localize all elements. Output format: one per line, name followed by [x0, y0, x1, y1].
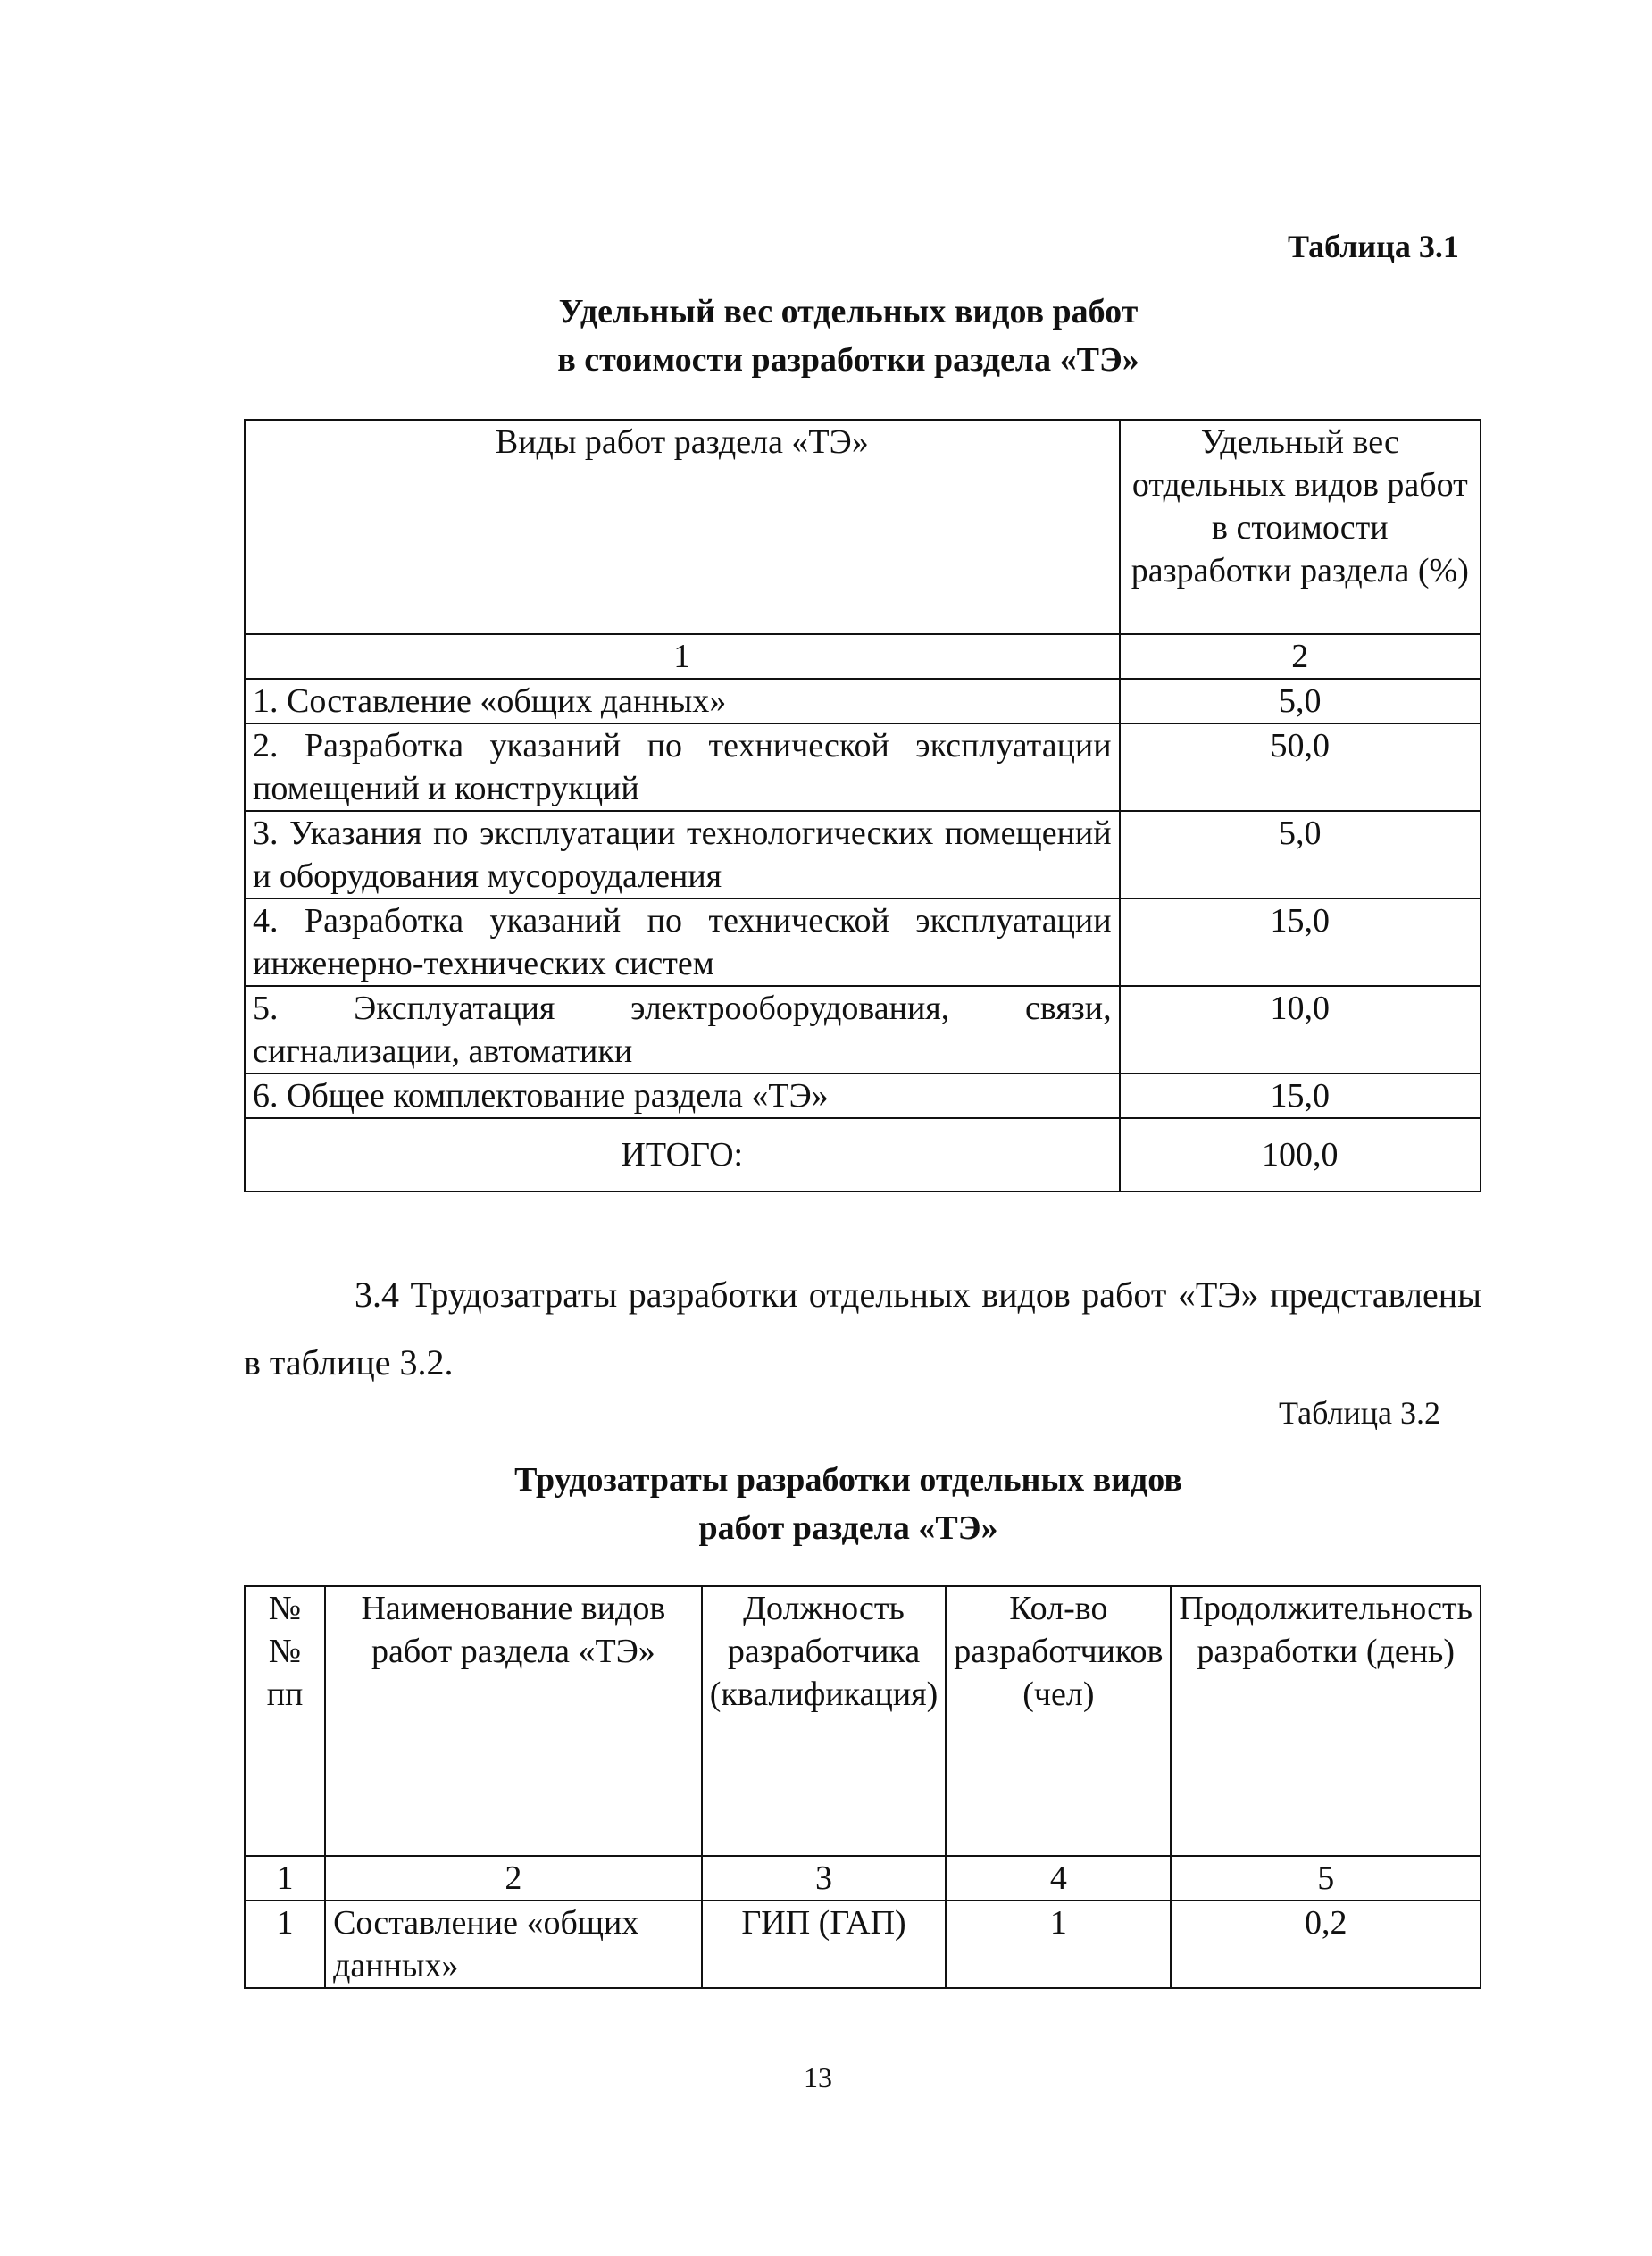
column-number: 4 — [946, 1856, 1171, 1901]
column-number: 2 — [325, 1856, 702, 1901]
table-title — [500, 288, 1197, 384]
table-header-row — [245, 420, 1481, 634]
header-cell: Продолжительность разработки (день) — [1171, 1586, 1481, 1856]
work-type-cell: 3. Указания по эксплуатации технологических помещений и оборудования мусороудаления — [245, 811, 1120, 898]
table-title-line: в стоимости разработки раздела «ТЭ» — [557, 341, 1139, 379]
table-header-row — [245, 1586, 1481, 1856]
total-row — [245, 1118, 1481, 1191]
count-cell: 1 — [946, 1901, 1171, 1988]
position-cell: ГИП (ГАП) — [702, 1901, 947, 1988]
column-number: 3 — [702, 1856, 947, 1901]
body-paragraph — [244, 1261, 1481, 1397]
table-row — [245, 811, 1481, 898]
table-title-line: Трудозатраты разработки отдельных видов — [514, 1461, 1182, 1499]
table-row — [245, 986, 1481, 1074]
table-label: Таблица 3.1 — [1288, 229, 1459, 264]
work-type-cell: 4. Разработка указаний по технической эксплуатации инженерно-технических систем — [245, 898, 1120, 986]
column-number-row — [245, 1856, 1481, 1901]
column-number: 1 — [245, 1856, 325, 1901]
share-cell: 15,0 — [1120, 1074, 1481, 1118]
column-number-row — [245, 634, 1481, 679]
work-type-cell: 2. Разработка указаний по технической эксплуатации помещений и конструкций — [245, 723, 1120, 811]
work-name-cell: Составление «общих данных» — [325, 1901, 702, 1988]
share-cell: 5,0 — [1120, 679, 1481, 723]
header-cell: Кол-во разработчиков (чел) — [946, 1586, 1171, 1856]
table-row — [245, 898, 1481, 986]
work-type-cell: 1. Составление «общих данных» — [245, 679, 1120, 723]
share-cell: 50,0 — [1120, 723, 1481, 811]
column-number: 2 — [1120, 634, 1481, 679]
header-cell: Удельный вес отдельных видов работ в стоимости разработки раздела (%) — [1120, 420, 1481, 634]
duration-cell: 0,2 — [1171, 1901, 1481, 1988]
table-label: Таблица 3.2 — [1279, 1395, 1440, 1431]
work-share-table — [244, 419, 1481, 1192]
total-value: 100,0 — [1120, 1118, 1481, 1191]
share-cell: 10,0 — [1120, 986, 1481, 1074]
column-number: 1 — [245, 634, 1120, 679]
header-cell: Должность разработчика (квалификация) — [702, 1586, 947, 1856]
header-cell: Наименование видов работ раздела «ТЭ» — [325, 1586, 702, 1856]
column-number: 5 — [1171, 1856, 1481, 1901]
table-row — [245, 723, 1481, 811]
labor-cost-table — [244, 1585, 1481, 1989]
paragraph-text: 3.4 Трудозатраты разработки отдельных видов работ «ТЭ» представлены в таблице 3.2. — [244, 1274, 1481, 1383]
table-row — [245, 1074, 1481, 1118]
table-row — [245, 679, 1481, 723]
table-title-line: Удельный вес отдельных видов работ — [558, 293, 1139, 330]
share-cell: 15,0 — [1120, 898, 1481, 986]
table-title — [464, 1456, 1232, 1552]
row-number: 1 — [245, 1901, 325, 1988]
table-row — [245, 1901, 1481, 1988]
total-label: ИТОГО: — [245, 1118, 1120, 1191]
page-number: 13 — [804, 2061, 832, 2093]
header-cell: №№ пп — [245, 1586, 325, 1856]
work-type-cell: 5. Эксплуатация электрооборудования, связи, сигнализации, автоматики — [245, 986, 1120, 1074]
header-cell: Виды работ раздела «ТЭ» — [245, 420, 1120, 634]
work-type-cell: 6. Общее комплектование раздела «ТЭ» — [245, 1074, 1120, 1118]
table-title-line: работ раздела «ТЭ» — [698, 1509, 998, 1547]
share-cell: 5,0 — [1120, 811, 1481, 898]
